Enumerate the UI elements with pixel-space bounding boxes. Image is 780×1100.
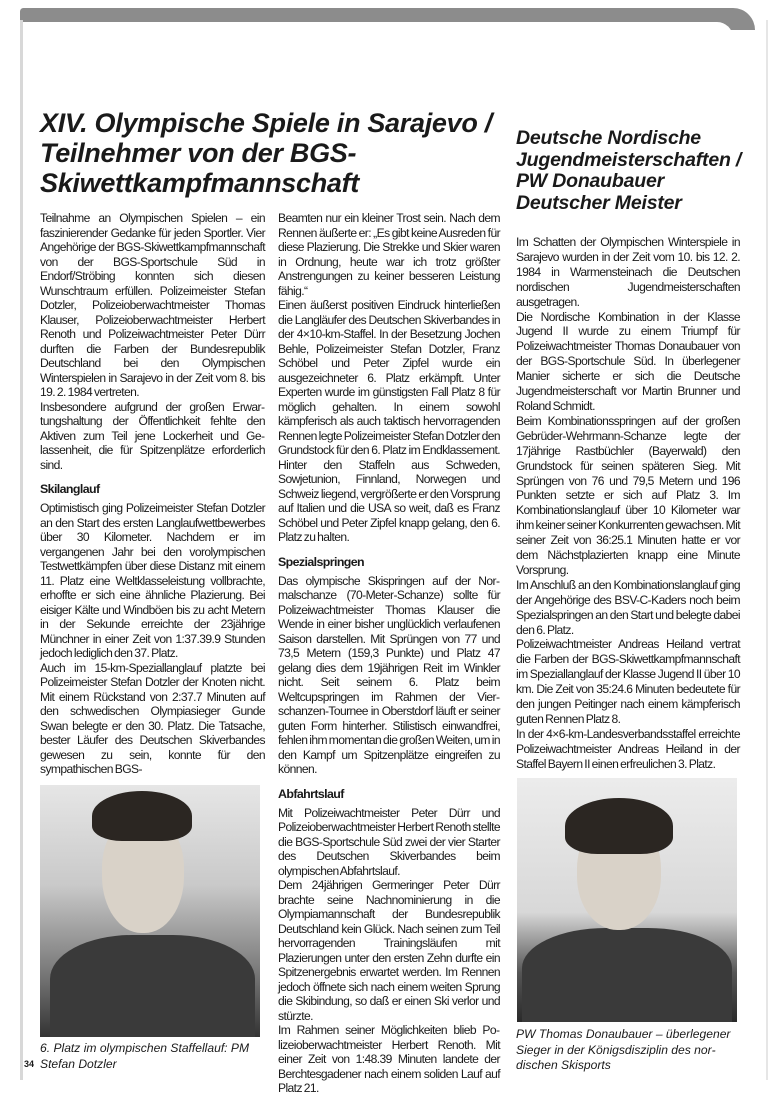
- paragraph: Polizeiwachtmeister Andreas Heiland vertrat die Farben der BGS-Skiwettkampfmannschaft im Speziallanglauf der Klasse Jugend II über 10 km. Die Zeit von 35:24.6 Minuten bedeutete für den jungen Peitinger nach einem kämpferisch guten Rennen Platz 8.: [516, 637, 740, 726]
- main-title: XIV. Olympische Spiele in Sarajevo / Teilnehmer von der BGS-Skiwettkampfmannschaft: [40, 108, 492, 198]
- paragraph: Mit Polizeiwachtmeister Peter Dürr und Polizeioberwachtmeister Herbert Renoth stellte die BGS-Sportschule Süd zwei der vier Starter des Deutschen Skiverbandes beim olympischen Abfahrtslauf.: [278, 805, 500, 878]
- page-top-border: [20, 8, 755, 30]
- paragraph: Das olympische Skispringen auf der Normalschanze (70-Meter-Schanze) sollte für Polizeiwachtmeister Thomas Klauser die Wende in einer bisher unglücklich verlaufenen Saison darstellen. Mit Sprüngen von 77 und 73,5 Metern (159,3 Punkte) und Platz 47 gelang dies dem 19jährigen Reit im Winkler nicht. Seit seinem 6. Platz beim Weltcupspringen im Rahmen der Vierschanzen-Tournee in Oberstdorf läuft er seiner guten Form hinterher. Stilistisch einwandfrei, fehlen ihm momentan die großen Weiten, um in den Kampf um Spitzenplätze eingreifen zu können.: [278, 573, 500, 776]
- paragraph: Im Anschluß an den Kombinationslanglauf ging der Angehörige des BSV-C-Kaders noch beim Spezialspringen an den Start und belegte dabei den 6. Platz.: [516, 577, 740, 637]
- photo-jacket: [50, 935, 255, 1037]
- photo-thomas-donaubauer: [517, 778, 737, 1022]
- paragraph: Beim Kombinationsspringen auf der großen Gebrüder-Wehrmann-Schanze legte der 17jährige Rastbüchler (Bayerwald) den Grundstock für seinen späteren Sieg. Mit Sprüngen von 76 und 79,5 Metern und 196 Punkten setzte er sich auf Platz 3. Im Kombinationslanglauf über 10 Kilometer war ihm keiner seiner Konkurrenten gewachsen. Mit seiner Zeit von 36:25.1 Minuten hatte er vor dem Nächstplazierten knapp eine Minute Vorsprung.: [516, 413, 740, 577]
- paragraph: Optimistisch ging Polizeimeister Stefan Dotzler an den Start des ersten Langlaufwettbewerbes über 30 Kilometer. Nachdem er im vergangenen Jahr bei den vorolympischen Testwettkämpfen über diese Distanz mit einem 11. Platz eine Weltklasseleistung vollbrachte, erhoffte er sich eine ähnliche Plazierung. Bei eisiger Kälte und Windböen bis zu acht Metern in der Sekunde erreichte der 23jährige Münchner in einer Zeit von 1:37.39.9 Stunden jedoch lediglich den 37. Platz.: [40, 501, 265, 660]
- paragraph: Einen äußerst positiven Eindruck hinterließen die Langläufer des Deutschen Skiverbandes in der 4×10-km-Staffel. In der Besetzung Jochen Behle, Polizeimeister Stefan Dotzler, Franz Schöbel und Peter Zipfel wurde ein ausgezeichneter 6. Platz erkämpft. Unter Experten wurde im günstigsten Fall Platz 8 für möglich gehalten. In einem sowohl kämpferisch als auch taktisch hervorragenden Rennen legte Polizeimeister Stefan Dotzler den Grundstock für den 6. Platz im Endklassement. Hinter den Staffeln aus Schweden, Sowjetunion, Finnland, Norwegen und Schweiz liegend, vergrößerte er den Vorsprung auf Italien und die USA so weit, daß es Franz Schöbel und Peter Zipfel knapp gelang, den 6. Platz zu halten.: [278, 298, 501, 544]
- paragraph: Beamten nur ein kleiner Trost sein. Nach dem Rennen äußerte er: „Es gibt keine Ausreden für diese Plazierung. Die Strekke und Skier waren in Ordnung, heute war ich trotz größter Anstrengungen zu keiner besseren Leistung fähig.“: [278, 211, 500, 298]
- photo-hair: [565, 798, 673, 854]
- photo-hair: [92, 791, 192, 841]
- caption-right: PW Thomas Donaubauer – überlegener Sieger in der Königsdisziplin des nordischen Skisports: [516, 1027, 731, 1072]
- paragraph: Im Schatten der Olympischen Winterspiele in Sarajevo wurden in der Zeit vom 10. bis 12. 2. 1984 in Warmensteinach die Deutschen nordischen Jugendmeisterschaften ausgetragen.: [516, 235, 740, 309]
- paragraph: In der 4×6-km-Landesverbandsstaffel erreichte Polizeiwachtmeister Andreas Heiland in der Staffel Bayern II einen erfreulichen 3. Platz.: [516, 726, 740, 771]
- paragraph: Teilnahme an Olympischen Spielen – ein faszinierender Gedanke für jeden Sportler. Vier Angehörige der BGS-Skiwettkampfmannschaft von der BGS-Sportschule Süd in Endorf/Ströbing konnten sich diesen Wunschtraum erfüllen. Polizeimeister Stefan Dotzler, Polizeioberwachtmeister Thomas Klauser, Polizeioberwachtmeister Herbert Renoth und Polizeiwachtmeister Peter Dürr durften die Farben der Bundesrepublik Deutschland bei den Olympischen Winterspielen in Sarajevo in der Zeit vom 8. bis 19. 2. 1984 vertreten.: [40, 211, 265, 399]
- side-title: Deutsche Nordische Jugendmeisterschaften / PW Donaubauer Deutscher Meister: [516, 127, 742, 214]
- photo-jacket: [522, 928, 732, 1022]
- page-number: 34: [24, 1059, 35, 1069]
- section-heading-spezialspringen: Spezialspringen: [278, 554, 365, 569]
- column-2: [278, 211, 500, 1096]
- column-1: [40, 211, 265, 777]
- paragraph: Insbesondere aufgrund der großen Erwartungshaltung der Öffentlichkeit fehlte den Aktiven zum Teil jene Lockerheit und Gelassenheit, die für Spitzenplätze erforderlich sind.: [40, 399, 265, 472]
- page-right-edge: [766, 20, 768, 1080]
- paragraph: Dem 24jährigen Germeringer Peter Dürr brachte seine Nachnominierung in die Olympiamannschaft der Bundesrepublik Deutschland kein Glück. Nach seinen zum Teil hervorragenden Trainingsläufen mit Plazierungen unter den ersten Zehn durfte ein Spitzenergebnis erwartet werden. Im Rennen jedoch öffnete sich nach einem weiten Sprung die Skibindung, so daß er einen Ski verlor und stürzte.: [278, 878, 500, 1023]
- column-3: [516, 235, 740, 772]
- section-heading-skilanglauf: Skilanglauf: [40, 482, 100, 496]
- page-left-edge: [20, 20, 23, 1080]
- caption-left: 6. Platz im olympischen Staffellauf: PM Stefan Dotzler: [40, 1041, 250, 1071]
- section-heading-abfahrtslauf: Abfahrtslauf: [278, 786, 344, 801]
- paragraph: Die Nordische Kombination in der Klasse Jugend II wurde zu einem Triumpf für Polizeiwachtmeister Thomas Donaubauer von der BGS-Sportschule Süd. In überlegener Manier sicherte er sich die Deutsche Jugendmeisterschaft vor Martin Brunner und Roland Schmidt.: [516, 309, 740, 413]
- photo-stefan-dotzler: [40, 785, 260, 1037]
- paragraph: Im Rahmen seiner Möglichkeiten blieb Polizeioberwachtmeister Herbert Renoth. Mit einer Zeit von 1:48.39 Minuten landete der Berchtesgadener nach einem soliden Lauf auf Platz 21.: [278, 1023, 500, 1095]
- paragraph: Auch im 15-km-Speziallanglauf platzte bei Polizeimeister Stefan Dotzler der Knoten nicht. Mit einem Rückstand von 2:37.7 Minuten auf den schwedischen Olympiasieger Gunde Swan belegte er den 30. Platz. Die Tatsache, bester Läufer des Deutschen Skiverbandes gewesen zu sein, konnte für den sympathischen BGS-: [40, 660, 265, 776]
